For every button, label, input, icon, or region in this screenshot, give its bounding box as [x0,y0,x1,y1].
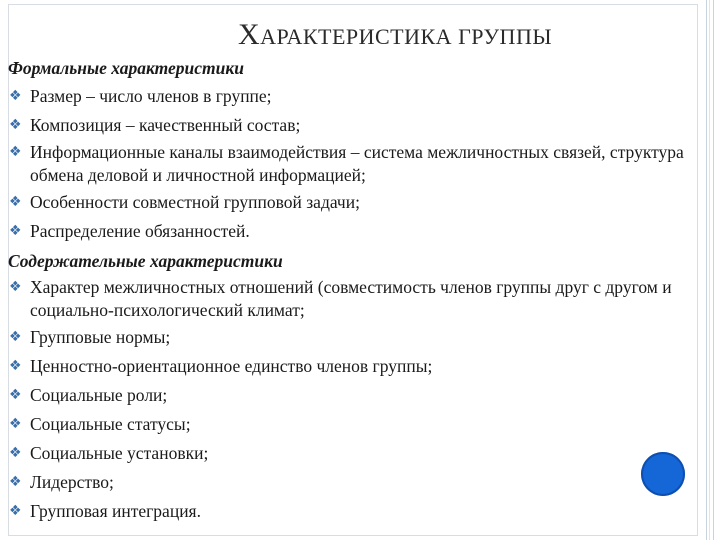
item-text: Ценностно-ориентационное единство членов группы; [30,356,433,376]
list-item [8,218,688,245]
checkmark-bullet-icon: ❖ [9,88,22,104]
checkmark-bullet-icon: ❖ [9,279,22,295]
list-item [8,83,688,110]
list-item [8,112,688,139]
list-item [8,498,688,525]
list-item [8,141,688,187]
list-item [8,411,688,438]
item-text: Информационные каналы взаимодействия – система межличностных связей, структура обмена деловой и личностной информацией; [30,142,684,185]
item-text: Лидерство; [30,472,114,492]
item-text: Характер межличностных отношений (совместимость членов группы друг с другом и социально-психологический климат; [30,277,672,320]
list-item [8,276,688,322]
content-list [8,276,688,525]
item-text: Социальные статусы; [30,414,191,434]
item-text: Групповые нормы; [30,327,171,347]
checkmark-bullet-icon: ❖ [9,358,22,374]
slide-title [0,18,720,52]
list-item [8,353,688,380]
item-text: Размер – число членов в группе; [30,86,272,106]
checkmark-bullet-icon: ❖ [9,144,22,160]
title-rest: АРАКТЕРИСТИКА ГРУППЫ [260,24,553,49]
blue-circle-icon [641,452,685,496]
checkmark-bullet-icon: ❖ [9,387,22,403]
checkmark-bullet-icon: ❖ [9,329,22,345]
section-heading-content: Содержательные характеристики [8,251,283,271]
checkmark-bullet-icon: ❖ [9,503,22,519]
list-item [8,324,688,351]
slide-right-edge [706,0,714,540]
item-text: Особенности совместной групповой задачи; [30,192,360,212]
item-text: Композиция – качественный состав; [30,115,301,135]
list-item [8,382,688,409]
list-item [8,440,688,467]
item-text: Социальные установки; [30,443,209,463]
list-item [8,189,688,216]
item-text: Социальные роли; [30,385,168,405]
item-text: Распределение обязанностей. [30,221,250,241]
checkmark-bullet-icon: ❖ [9,445,22,461]
checkmark-bullet-icon: ❖ [9,194,22,210]
checkmark-bullet-icon: ❖ [9,223,22,239]
formal-list [8,83,688,245]
title-first-letter: Х [237,18,261,51]
section-heading-formal: Формальные характеристики [8,58,244,78]
checkmark-bullet-icon: ❖ [9,416,22,432]
checkmark-bullet-icon: ❖ [9,117,22,133]
checkmark-bullet-icon: ❖ [9,474,22,490]
item-text: Групповая интеграция. [30,501,201,521]
list-item [8,469,688,496]
slide-content [8,54,688,527]
